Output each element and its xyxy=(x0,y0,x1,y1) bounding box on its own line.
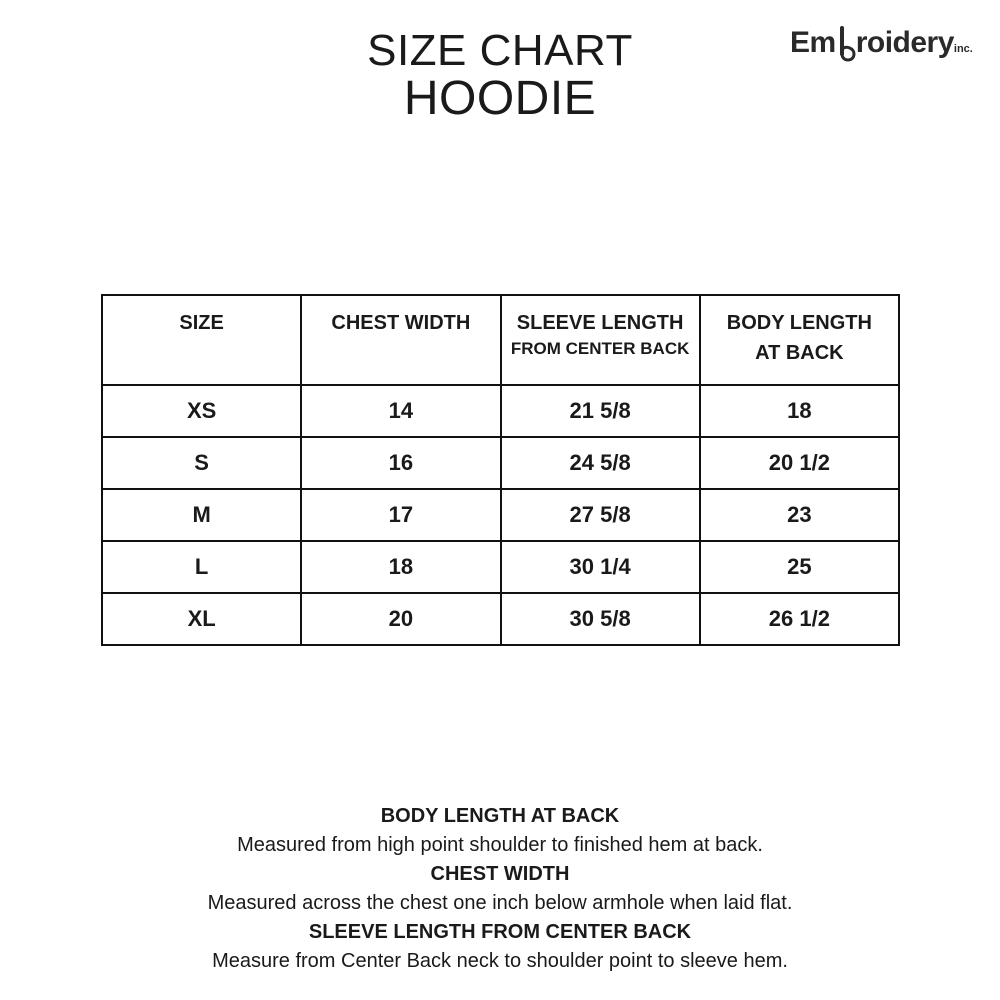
cell-chest-width: 14 xyxy=(301,385,500,437)
cell-size: XL xyxy=(102,593,301,645)
header-label: SIZE xyxy=(179,312,224,334)
note-heading-body-length: BODY LENGTH AT BACK xyxy=(380,805,620,827)
header-label: CHEST WIDTH xyxy=(331,312,471,334)
table-row xyxy=(102,541,899,593)
header-body-length xyxy=(700,295,899,385)
header-sublabel: FROM CENTER BACK xyxy=(510,339,690,358)
cell-body-length: 23 xyxy=(700,489,899,541)
cell-size: XS xyxy=(102,385,301,437)
cell-size: S xyxy=(102,437,301,489)
title-line-1: SIZE CHART xyxy=(367,26,633,75)
header-label: SLEEVE LENGTH xyxy=(516,312,684,334)
logo-suffix: inc. xyxy=(953,43,973,55)
cell-chest-width: 16 xyxy=(301,437,500,489)
brand-logo xyxy=(790,22,990,72)
cell-chest-width: 17 xyxy=(301,489,500,541)
table-row xyxy=(102,489,899,541)
note-text-body-length: Measured from high point shoulder to finished hem at back. xyxy=(237,834,763,856)
header-sleeve-length xyxy=(501,295,700,385)
header-size xyxy=(102,295,301,385)
cell-body-length: 20 1/2 xyxy=(700,437,899,489)
cell-sleeve-length: 21 5/8 xyxy=(501,385,700,437)
title-line-2: HOODIE xyxy=(403,72,597,125)
logo-text-part-2: roidery xyxy=(855,26,954,59)
logo-text-part-1: Em xyxy=(790,26,836,59)
measurement-notes xyxy=(0,802,1000,976)
cell-chest-width: 18 xyxy=(301,541,500,593)
cell-chest-width: 20 xyxy=(301,593,500,645)
header-label: BODY LENGTH AT BACK xyxy=(726,312,872,364)
cell-sleeve-length: 24 5/8 xyxy=(501,437,700,489)
note-text-chest-width: Measured across the chest one inch below armhole when laid flat. xyxy=(207,892,793,914)
size-chart-table xyxy=(101,294,900,646)
cell-size: M xyxy=(102,489,301,541)
cell-sleeve-length: 30 1/4 xyxy=(501,541,700,593)
note-heading-sleeve-length: SLEEVE LENGTH FROM CENTER BACK xyxy=(308,921,692,943)
note-text-sleeve-length: Measure from Center Back neck to shoulder point to sleeve hem. xyxy=(212,950,788,972)
cell-sleeve-length: 30 5/8 xyxy=(501,593,700,645)
table-header-row xyxy=(102,295,899,385)
table-row xyxy=(102,385,899,437)
logo-wordmark xyxy=(790,26,973,60)
cell-body-length: 26 1/2 xyxy=(700,593,899,645)
cell-body-length: 25 xyxy=(700,541,899,593)
table-row xyxy=(102,437,899,489)
note-heading-chest-width: CHEST WIDTH xyxy=(430,863,570,885)
cell-body-length: 18 xyxy=(700,385,899,437)
table-row xyxy=(102,593,899,645)
needle-icon xyxy=(836,24,858,64)
header-chest-width xyxy=(301,295,500,385)
cell-sleeve-length: 27 5/8 xyxy=(501,489,700,541)
cell-size: L xyxy=(102,541,301,593)
